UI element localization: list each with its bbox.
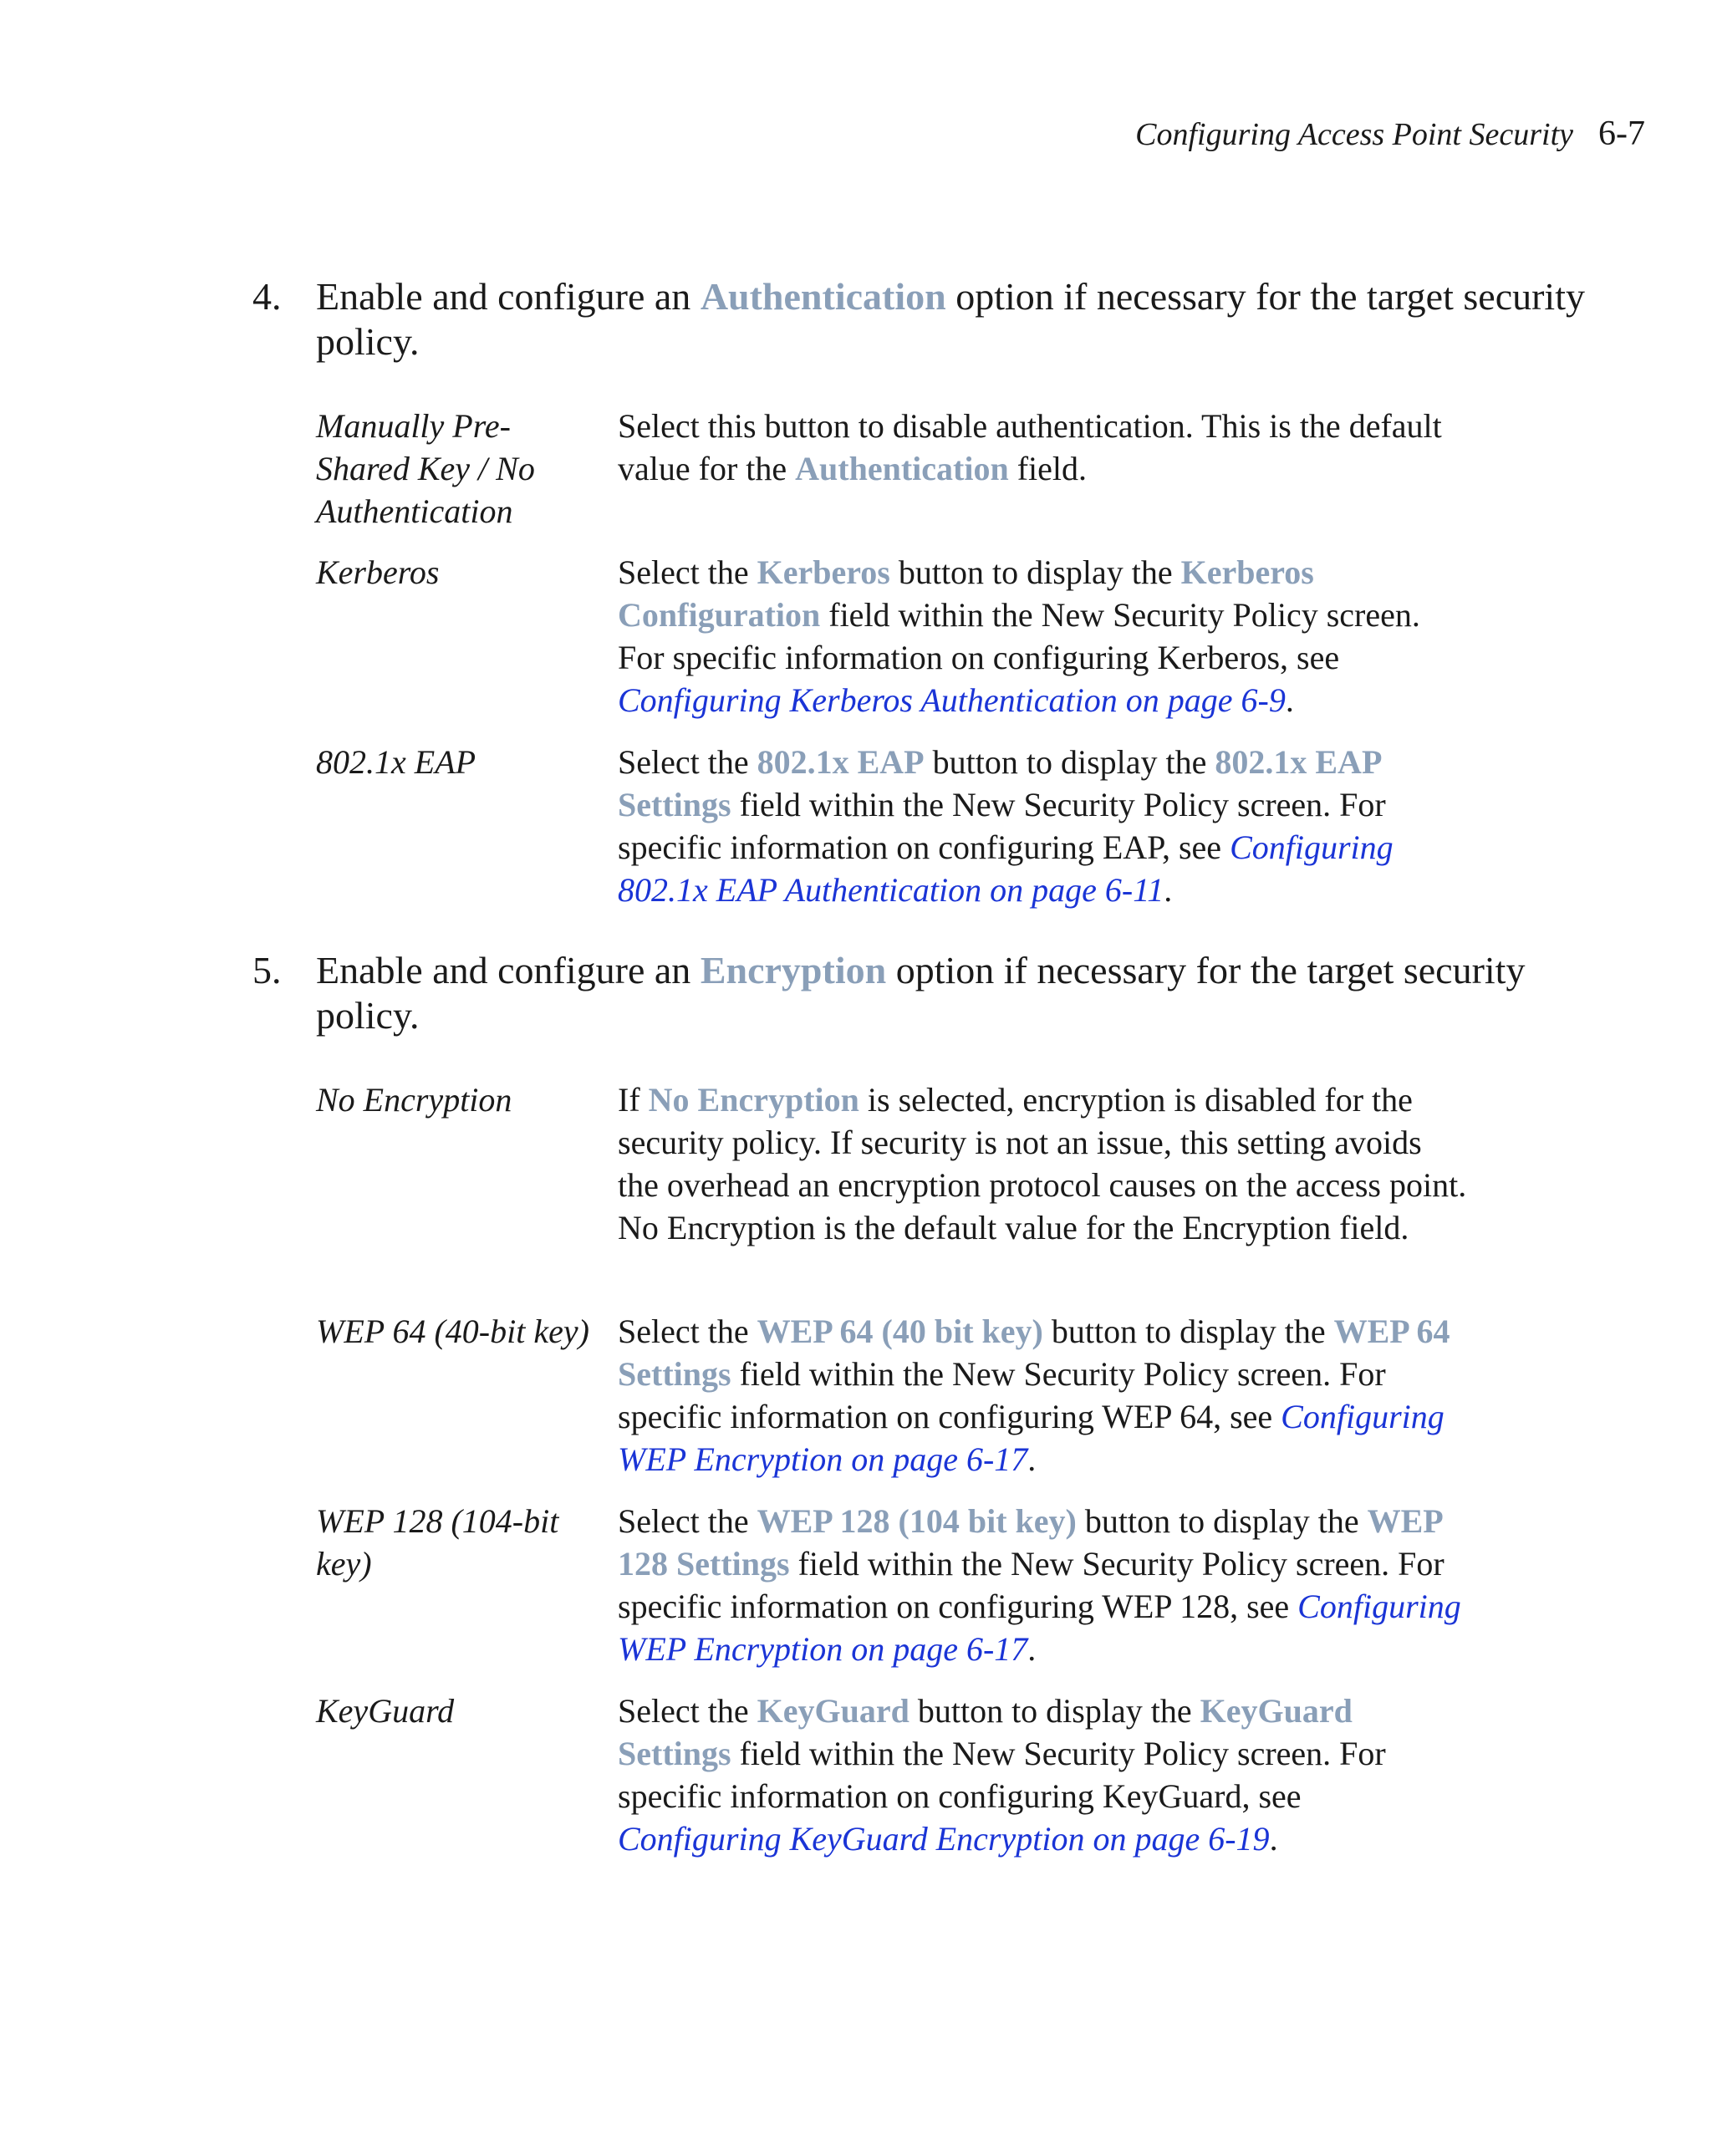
desc-text: Select the xyxy=(618,1692,757,1730)
def-description xyxy=(618,1690,1470,1860)
def-term: 802.1x EAP xyxy=(316,743,476,781)
desc-text: . xyxy=(1269,1820,1278,1858)
def-term: WEP 64 (40-bit key) xyxy=(316,1312,589,1350)
ui-term: KeyGuard xyxy=(757,1692,910,1730)
ui-term: 802.1x EAP Settings xyxy=(618,743,1381,823)
def-term: Kerberos xyxy=(316,553,440,591)
ui-term: Kerberos Configuration xyxy=(618,553,1314,634)
desc-text: button to display the xyxy=(889,553,1181,591)
desc-text: button to display the xyxy=(1042,1312,1334,1350)
ui-term: Authentication xyxy=(700,275,946,318)
def-description xyxy=(618,741,1470,911)
desc-text: is selected, encryption is disabled for the security policy. If security is not an issue, this setting avoids the overhead an encryption protocol causes on the access point. No Encryption is the default value for the Encryption field. xyxy=(618,1081,1467,1246)
step-text-part: Enable and configure an xyxy=(316,275,701,318)
ui-term: KeyGuard Settings xyxy=(618,1692,1353,1772)
desc-text: field. xyxy=(1008,450,1088,487)
step-number: 4. xyxy=(252,275,282,318)
ui-term: WEP 128 Settings xyxy=(618,1502,1442,1583)
desc-text: Select the xyxy=(618,553,757,591)
desc-text: Select the xyxy=(618,743,757,781)
desc-text: button to display the xyxy=(909,1692,1200,1730)
step-text-part: Enable and configure an xyxy=(316,949,701,991)
ui-term: Kerberos xyxy=(757,553,890,591)
desc-text: Select the xyxy=(618,1502,757,1540)
ui-term: WEP 128 (104 bit key) xyxy=(757,1502,1077,1540)
cross-reference-link[interactable]: Configuring 802.1x EAP Authentication on page 6-11 xyxy=(618,828,1394,909)
def-description xyxy=(618,1500,1470,1670)
def-description xyxy=(618,1310,1470,1481)
def-term: Manually Pre-Shared Key / No Authentication xyxy=(316,407,535,530)
step-number: 5. xyxy=(252,949,282,991)
step-text xyxy=(316,274,1632,364)
cross-reference-link[interactable]: Configuring KeyGuard Encryption on page 6-19 xyxy=(618,1820,1270,1858)
step-5 xyxy=(252,948,1632,1038)
def-description xyxy=(618,1078,1470,1249)
desc-text: If xyxy=(618,1081,649,1119)
page-number: 6-7 xyxy=(1598,115,1645,153)
desc-text: button to display the xyxy=(1076,1502,1368,1540)
running-header xyxy=(1135,114,1645,154)
ui-term: Authentication xyxy=(795,450,1009,487)
desc-text: button to display the xyxy=(924,743,1215,781)
desc-text: . xyxy=(1285,681,1294,719)
cross-reference-link[interactable]: Configuring Kerberos Authentication on page 6-9 xyxy=(618,681,1286,719)
desc-text: . xyxy=(1027,1630,1037,1668)
step-text xyxy=(316,948,1632,1038)
desc-text: field within the New Security Policy screen. For specific information on configuring WEP 128, see xyxy=(618,1545,1444,1625)
def-description xyxy=(618,405,1470,490)
def-term: WEP 128 (104-bit key) xyxy=(316,1502,559,1583)
def-term: No Encryption xyxy=(316,1081,512,1119)
section-title: Configuring Access Point Security xyxy=(1135,117,1573,152)
ui-term: Encryption xyxy=(700,949,887,991)
step-text-part: option if necessary for the target security policy. xyxy=(316,275,1585,363)
desc-text: field within the New Security Policy screen. For specific information on configuring KeyGuard, see xyxy=(618,1735,1386,1815)
desc-text: field within the New Security Policy screen. For specific information on configuring EAP, see xyxy=(618,786,1386,866)
def-description xyxy=(618,551,1470,721)
desc-text: Select the xyxy=(618,1312,757,1350)
cross-reference-link[interactable]: Configuring WEP Encryption on page 6-17 xyxy=(618,1398,1444,1478)
desc-text: . xyxy=(1027,1440,1037,1478)
step-4 xyxy=(252,274,1632,364)
step-text-part: option if necessary for the target security policy. xyxy=(316,949,1526,1037)
ui-term: No Encryption xyxy=(648,1081,859,1119)
ui-term: WEP 64 (40 bit key) xyxy=(757,1312,1043,1350)
ui-term: 802.1x EAP xyxy=(757,743,925,781)
desc-text: field within the New Security Policy screen. For specific information on configuring WEP 64, see xyxy=(618,1355,1386,1435)
ui-term: WEP 64 Settings xyxy=(618,1312,1450,1393)
def-term: KeyGuard xyxy=(316,1692,455,1730)
desc-text: . xyxy=(1164,871,1173,909)
desc-text: Select this button to disable authentication. This is the default value for the xyxy=(618,407,1442,487)
desc-text: field within the New Security Policy screen. For specific information on configuring Kerberos, see xyxy=(618,596,1420,676)
cross-reference-link[interactable]: Configuring WEP Encryption on page 6-17 xyxy=(618,1588,1461,1668)
